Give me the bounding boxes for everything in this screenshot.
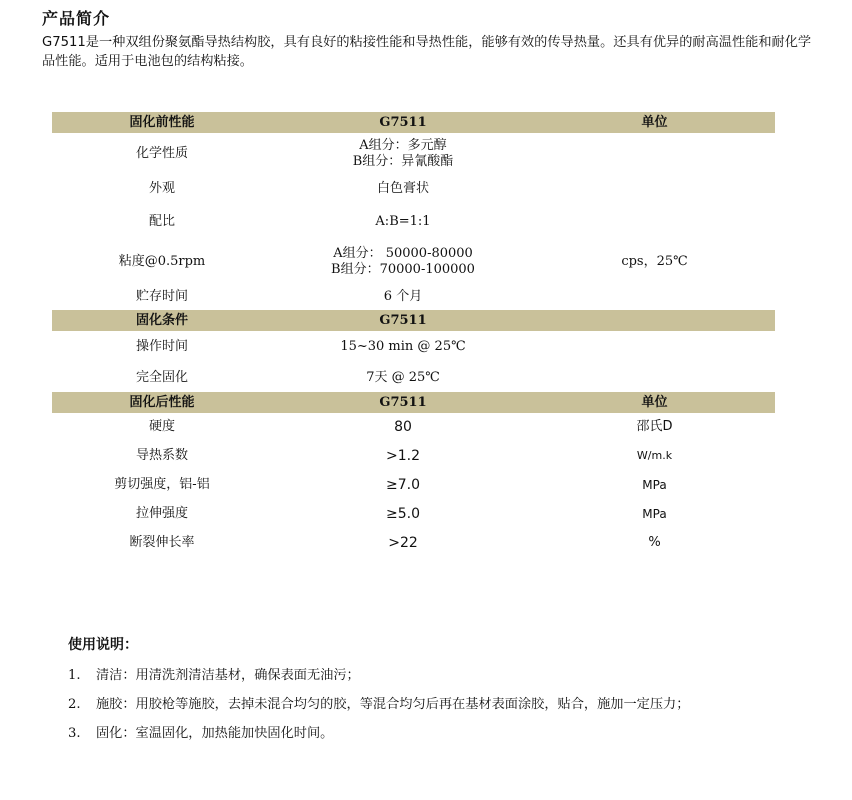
table-row [52, 363, 775, 392]
property-cell: 粘度@0.5rpm [118, 254, 206, 269]
property-cell: 导热系数 [135, 447, 188, 463]
property-cell: 硬度 [148, 419, 175, 434]
step-text: 固化：室温固化，加热能加快固化时间。 [96, 726, 334, 741]
property-cell: 外观 [148, 181, 175, 196]
step-number: 3. [68, 726, 81, 741]
value-cell: >22 [388, 534, 418, 551]
header-cell: 固化前性能 [52, 112, 272, 133]
value-cell: A:B=1:1 [375, 214, 431, 229]
value-cell: 7天 @ 25℃ [366, 369, 440, 385]
step-number: 1. [68, 668, 81, 683]
unit-cell [534, 363, 775, 392]
usage-steps [68, 668, 689, 755]
table-row [52, 499, 775, 528]
intro-paragraph: G7511是一种双组份聚氨酯导热结构胶，具有良好的粘接性能和导热性能，能够有效的传导热量。还具有优异的耐高温性能和耐化学品性能。适用于电池包的结构粘接。 [42, 35, 812, 69]
property-cell: 拉伸强度 [135, 505, 188, 521]
step-text: 施胶：用胶枪等施胶，去掉未混合均匀的胶，等混合均匀后再在基材表面涂胶，贴合，施加一定压力； [96, 697, 690, 712]
spec-table [52, 112, 775, 557]
table-row [52, 203, 775, 241]
table-header-row [52, 112, 775, 133]
property-cell: 剪切强度，铝-铝 [114, 476, 210, 492]
unit-cell: MPa [642, 506, 667, 521]
value-cell: 80 [394, 419, 412, 435]
step-text: 清洁：用清洗剂清洁基材，确保表面无油污； [96, 668, 360, 683]
unit-cell [534, 133, 775, 175]
unit-cell: cps，25℃ [621, 254, 688, 269]
value-cell: A组分：多元醇 B组分：异氰酸酯 [352, 138, 454, 169]
step-number: 2. [68, 697, 81, 712]
header-cell: G7511 [272, 310, 534, 331]
property-cell: 操作时间 [135, 339, 188, 354]
unit-cell [534, 175, 775, 203]
value-cell: >1.2 [386, 447, 420, 464]
table-row [52, 241, 775, 283]
list-item [68, 668, 689, 697]
property-cell: 完全固化 [135, 369, 188, 385]
property-cell: 断裂伸长率 [129, 534, 195, 550]
unit-cell: MPa [642, 477, 667, 492]
header-cell: 固化条件 [52, 310, 272, 331]
unit-cell: % [648, 534, 661, 550]
value-cell: 6 个月 [383, 288, 423, 304]
table-row [52, 470, 775, 499]
value-cell: 白色膏状 [376, 181, 429, 196]
unit-cell: W/m.k [636, 448, 673, 462]
header-cell: G7511 [272, 392, 534, 413]
value-cell: ≥5.0 [386, 505, 420, 522]
table-row [52, 413, 775, 441]
section-title: 产品简介 [42, 9, 111, 28]
unit-cell: 邵氏D [636, 419, 673, 434]
property-cell: 化学性质 [135, 146, 188, 161]
header-cell [534, 310, 775, 331]
header-cell: 单位 [534, 392, 775, 413]
header-cell: 单位 [534, 112, 775, 133]
usage-title: 使用说明： [68, 637, 138, 653]
list-item [68, 726, 689, 755]
table-header-row [52, 392, 775, 413]
header-cell: G7511 [272, 112, 534, 133]
table-row [52, 331, 775, 363]
value-cell: ≥7.0 [386, 476, 420, 493]
unit-cell [534, 331, 775, 363]
table-row [52, 133, 775, 175]
table-header-row [52, 310, 775, 331]
unit-cell [534, 203, 775, 241]
list-item [68, 697, 689, 726]
header-cell: 固化后性能 [52, 392, 272, 413]
table-row [52, 283, 775, 310]
property-cell: 贮存时间 [135, 288, 188, 304]
value-cell: A组分： 50000-80000 B组分：70000-100000 [331, 246, 475, 277]
unit-cell [534, 283, 775, 310]
table-row [52, 441, 775, 470]
value-cell: 15~30 min @ 25℃ [340, 339, 466, 354]
table-row [52, 175, 775, 203]
property-cell: 配比 [148, 214, 175, 229]
table-row [52, 528, 775, 557]
